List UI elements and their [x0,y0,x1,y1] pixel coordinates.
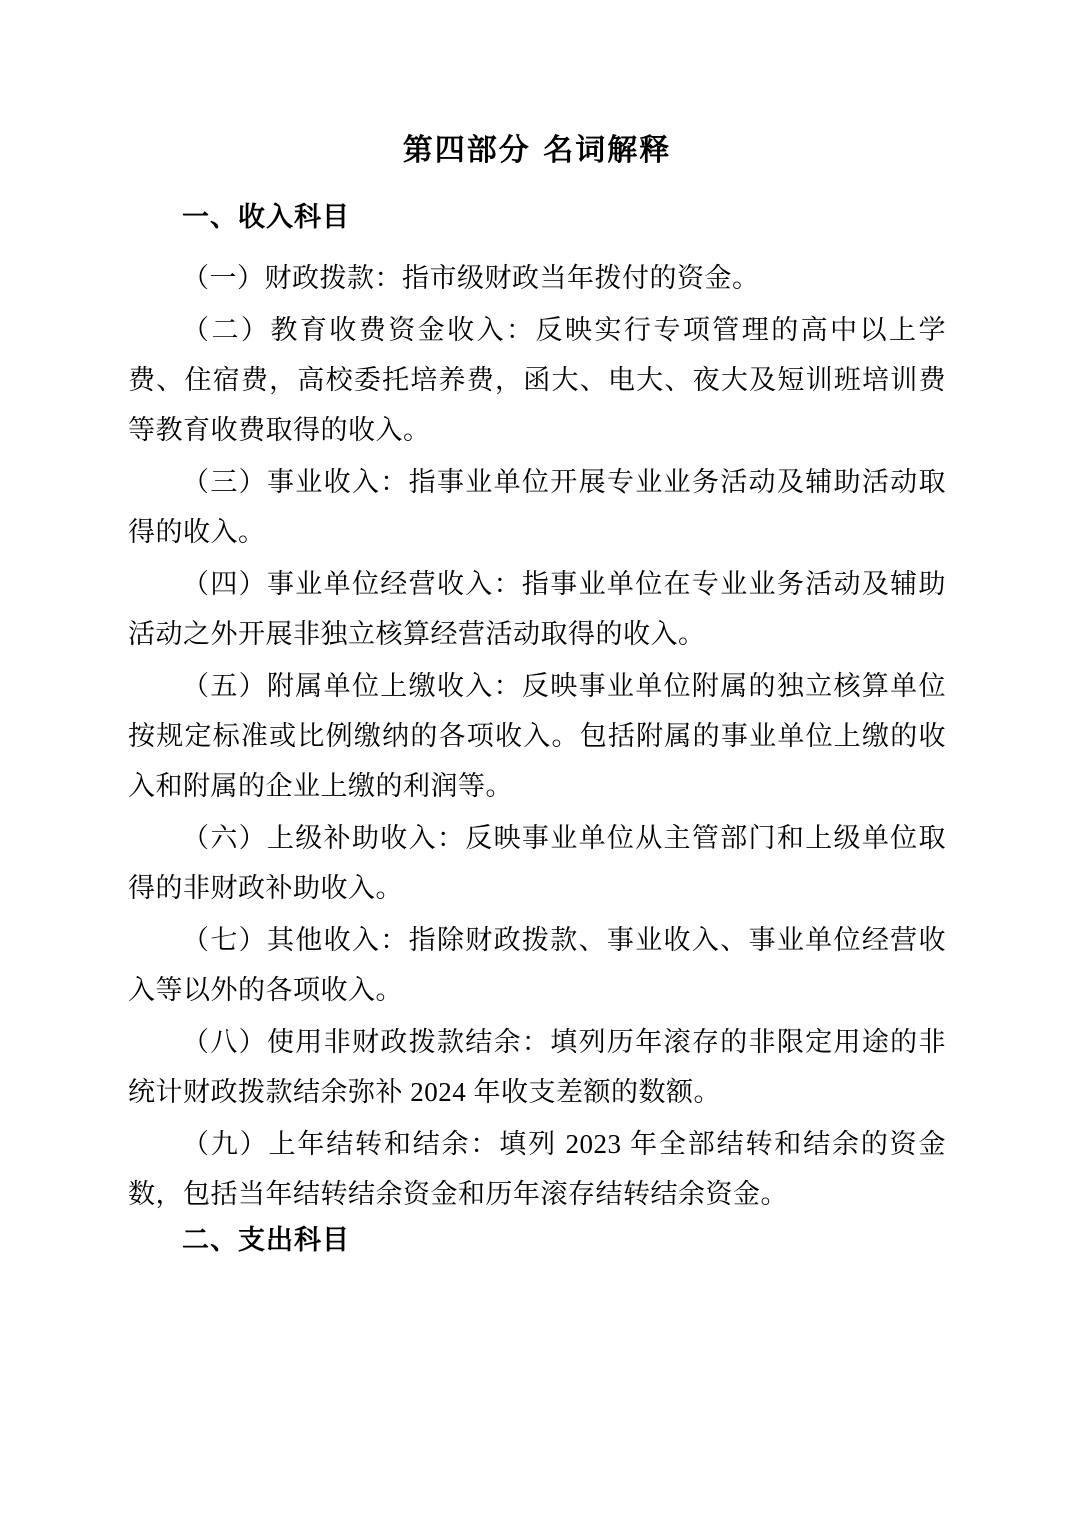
paragraph: （五）附属单位上缴收入：反映事业单位附属的独立核算单位按规定标准或比例缴纳的各项收入。包括附属的事业单位上缴的收入和附属的企业上缴的利润等。 [128,670,946,801]
paragraph: （二）教育收费资金收入：反映实行专项管理的高中以上学费、住宿费，高校委托培养费，函大、电大、夜大及短训班培训费等教育收费取得的收入。 [128,314,946,445]
paragraph: （四）事业单位经营收入：指事业单位在专业业务活动及辅助活动之外开展非独立核算经营活动取得的收入。 [128,568,946,649]
page-title: 第四部分 名词解释 [402,133,672,168]
paragraph: （七）其他收入：指除财政拨款、事业收入、事业单位经营收入等以外的各项收入。 [128,924,946,1005]
document-content [128,130,946,1315]
paragraph: （八）使用非财政拨款结余：填列历年滚存的非限定用途的非统计财政拨款结余弥补 2024 年收支差额的数额。 [128,1026,946,1107]
paragraph: （一）财政拨款：指市级财政当年拨付的资金。 [182,262,760,293]
section-heading-income: 一、收入科目 [182,202,350,233]
paragraph: （三）事业收入：指事业单位开展专业业务活动及辅助活动取得的收入。 [128,466,946,547]
paragraph: （六）上级补助收入：反映事业单位从主管部门和上级单位取得的非财政补助收入。 [128,822,946,903]
section-heading-expenditure: 二、支出科目 [182,1224,350,1256]
paragraph: （九）上年结转和结余：填列 2023 年全部结转和结余的资金数，包括当年结转结余资金和历年滚存结转结余资金。 [128,1128,946,1209]
page-bottom-spacer [128,1275,946,1315]
